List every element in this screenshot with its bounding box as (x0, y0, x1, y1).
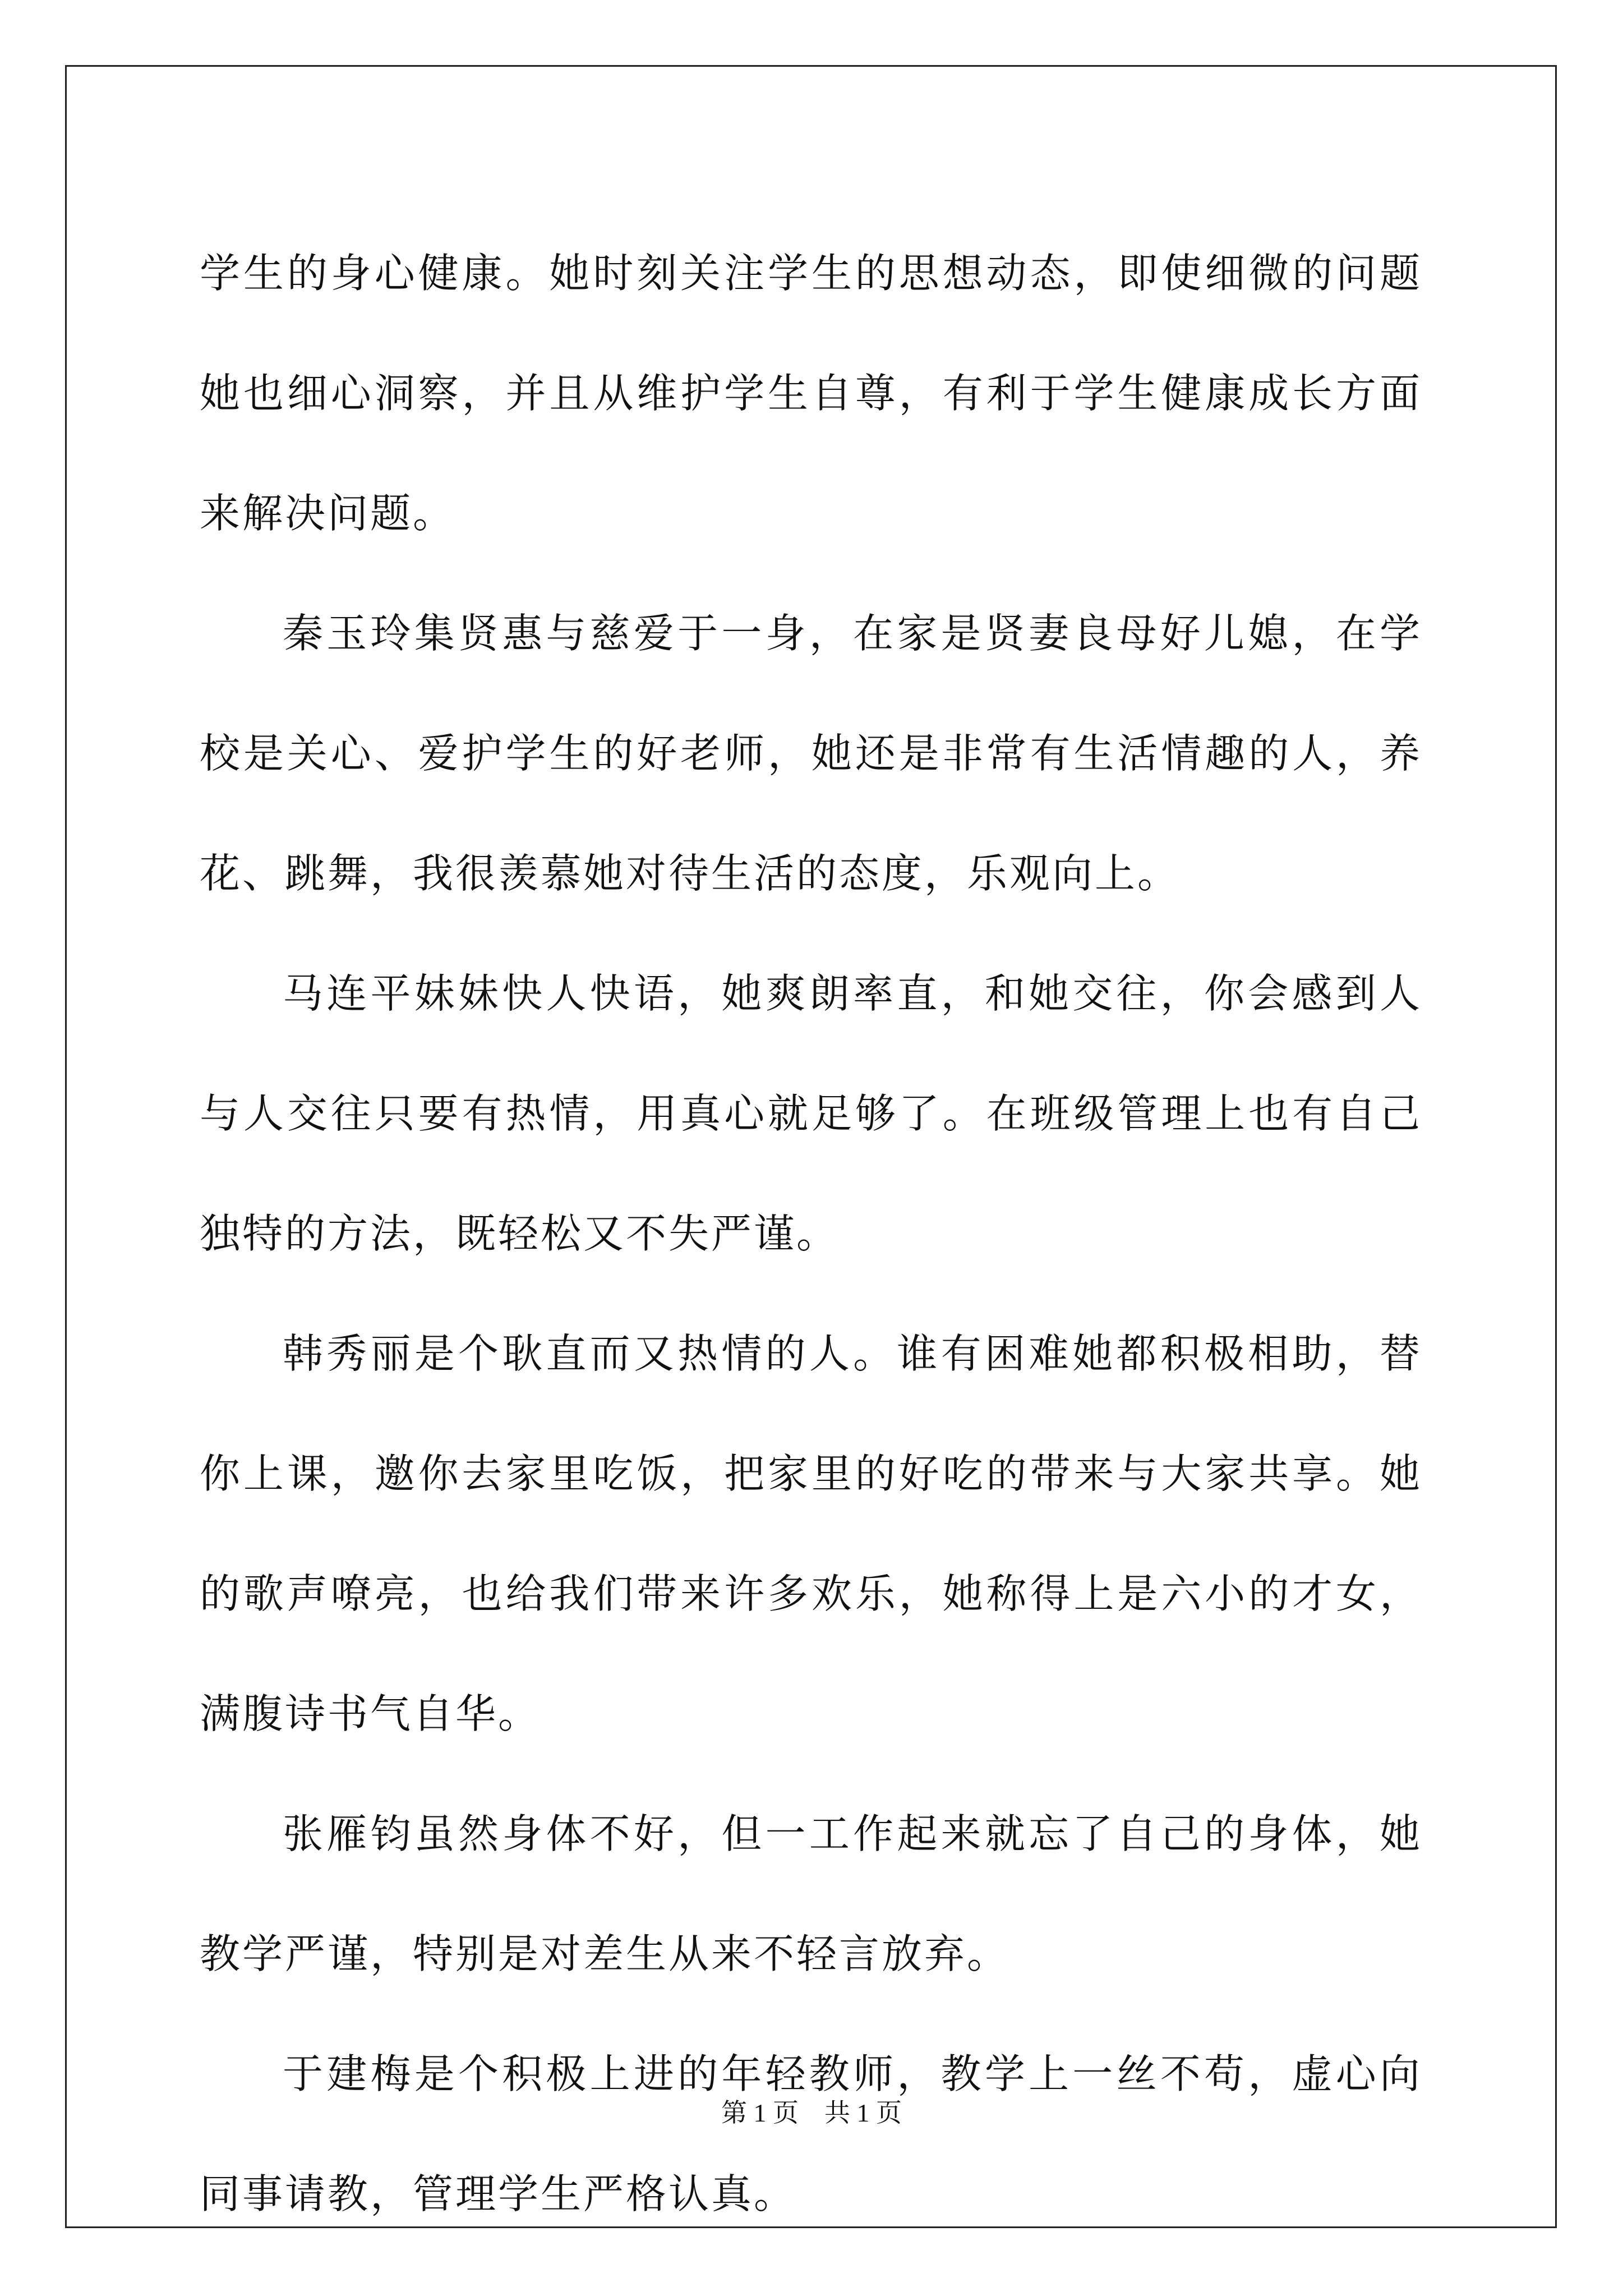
paragraph-ma-lianping: 马连平妹妹快人快语，她爽朗率直，和她交往，你会感到人与人交往只要有热情，用真心就足够了。在班级管理上也有自己独特的方法，既轻松又不失严谨。 (200, 970, 1422, 1257)
paragraph-qin-yuling: 秦玉玲集贤惠与慈爱于一身，在家是贤妻良母好儿媳，在学校是关心、爱护学生的好老师，她还是非常有生活情趣的人，养花、跳舞，我很羡慕她对待生活的态度，乐观向上。 (200, 610, 1422, 897)
paragraph-zhang-yanjun: 张雁钧虽然身体不好，但一工作起来就忘了自己的身体，她教学严谨，特别是对差生从来不轻言放弃。 (200, 1810, 1422, 1977)
paragraph-continuation: 学生的身心健康。她时刻关注学生的思想动态，即使细微的问题她也细心洞察，并且从维护学生自尊，有利于学生健康成长方面来解决问题。 (200, 250, 1422, 537)
paragraph-yu-jianmei: 于建梅是个积极上进的年轻教师，教学上一丝不苟，虚心向同事请教，管理学生严格认真。 (200, 2050, 1422, 2217)
page-number-footer: 第 1 页 共 1 页 (721, 2099, 902, 2127)
document-body (200, 213, 1422, 2254)
paragraph-han-xiuli: 韩秀丽是个耿直而又热情的人。谁有困难她都积极相助，替你上课，邀你去家里吃饭，把家里的好吃的带来与大家共享。她的歌声嘹亮，也给我们带来许多欢乐，她称得上是六小的才女，满腹诗书气自华。 (200, 1330, 1422, 1737)
